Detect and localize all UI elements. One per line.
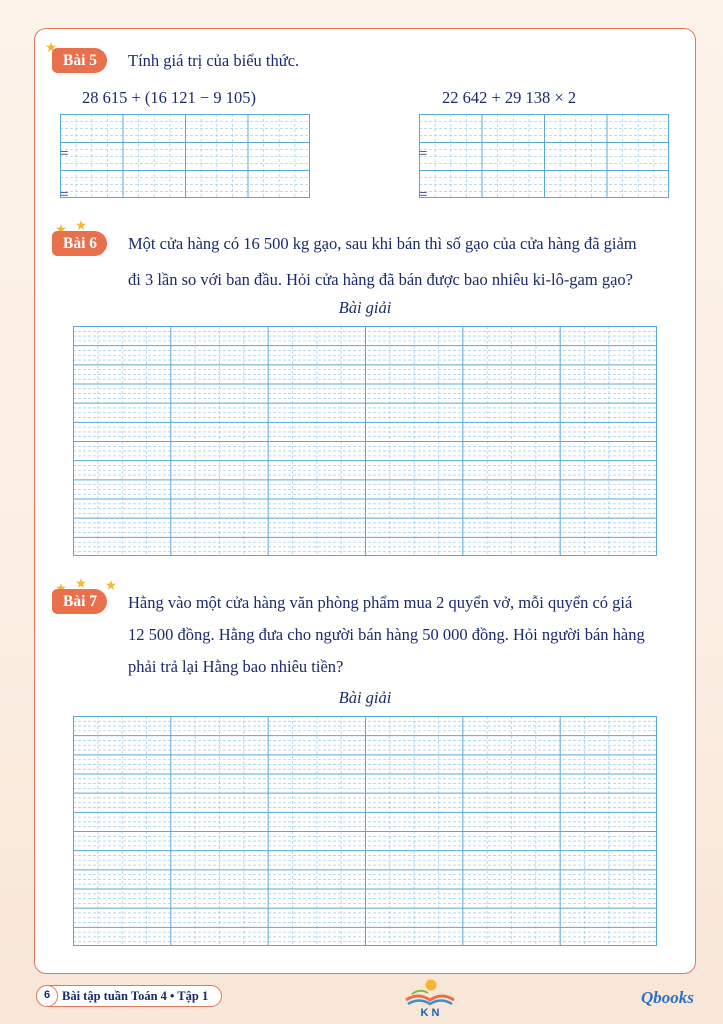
qbooks-logo-text: Qbooks [641,988,694,1007]
star-icon [106,580,116,590]
exercise-6-line-2: đi 3 lần so với ban đầu. Hỏi cửa hàng đã bán được bao nhiêu ki-lô-gam gạo? [128,270,633,289]
expression-left: 28 615 + (16 121 − 9 105) [82,88,256,107]
exercise-7-line-1: Hằng vào một cửa hàng văn phòng phẩm mua 2 quyển vở, mỗi quyển có giá [128,593,633,612]
equals-sign: = [60,146,69,162]
solution-grid-6[interactable] [73,326,658,557]
equals-sign: = [419,146,428,162]
equals-sign: = [419,187,428,203]
qbooks-logo-icon [640,982,700,1010]
star-icon [76,578,86,588]
exercise-6-badge: Bài 6 [52,231,107,256]
exercise-5-badge: Bài 5 [52,48,107,73]
solution-label: Bài giải [338,688,392,707]
solution-grid-7[interactable] [73,716,658,947]
exercise-6-line-1: Một cửa hàng có 16 500 kg gạo, sau khi bán thì số gạo của cửa hàng đã giảm [128,234,637,253]
exercise-7-line-2: 12 500 đồng. Hằng đưa cho người bán hàng 50 000 đồng. Hỏi người bán hàng [128,625,645,644]
equals-sign: = [60,187,69,203]
star-icon [76,220,86,230]
kn-logo-text: K N [420,1007,440,1018]
calc-grid-left[interactable] [60,114,311,199]
kn-logo-icon [398,978,462,1018]
calc-grid-right[interactable] [419,114,670,199]
exercise-5-prompt: Tính giá trị của biểu thức. [128,51,300,70]
page-number: 6 [36,985,58,1007]
exercise-7-badge: Bài 7 [52,589,107,614]
exercise-7-line-3: phải trả lại Hằng bao nhiêu tiền? [128,657,344,676]
solution-label: Bài giải [338,298,392,317]
book-title: Bài tập tuần Toán 4 • Tập 1 [62,989,209,1003]
expression-right: 22 642 + 29 138 × 2 [442,88,577,107]
